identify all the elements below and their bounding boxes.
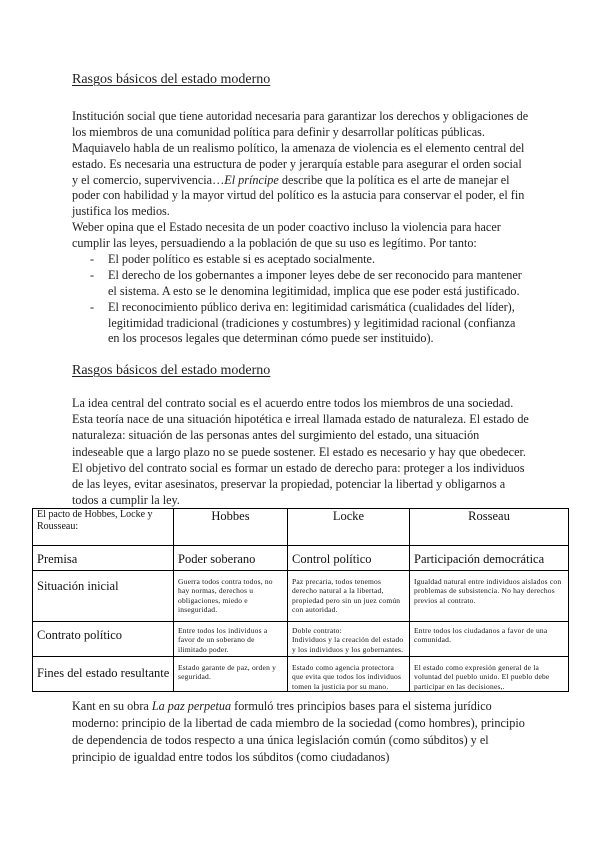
table-cell [174,657,288,692]
list-item [72,300,528,348]
paragraph-line: los miembros de una comunidad política para definir y desarrollar políticas públicas. [72,124,485,139]
paragraph-line: Maquiavelo habla de un realismo político, la amenaza de violencia es el elemento central del [72,140,525,155]
cell-line: y los individuos y los gobernantes. [292,644,404,654]
cell-line: problemas de subsistencia. No hay derechos [414,586,555,596]
book-title-italic: La paz perpetua [151,699,232,713]
table-cell [174,571,288,622]
book-title-italic: El príncipe [224,172,279,187]
caption-line: Rousseau: [37,521,79,532]
section2-body [72,395,529,508]
paragraph-line: La idea central del contrato social es el acuerdo entre todos los miembros de una sociedad. [72,396,514,410]
column-header-locke: Locke [288,509,410,546]
list-item-line: El poder político es estable si es aceptado socialmente. [108,252,376,267]
list-item [72,268,528,300]
cell-line: propiedad pero sin un juez común [292,595,401,605]
paragraph-line: Esta teoría nace de una situación hipotética e irreal llamada estado de naturaleza. El estado de [72,412,529,427]
cell-line: que evita que todos los individuos [292,672,402,682]
paragraph-line: de las leyes, evitar asesinatos, preservar la propiedad, potenciar la libertad y obligarnos a [72,476,506,491]
section-heading: Rasgos básicos del estado moderno [72,363,271,378]
cell-line: Guerra todos contra todos, no [178,577,273,586]
bullet-marker: - [90,299,95,314]
paragraph-line: estado. Es necesaria una estructura de poder y jerarquía estable para asegurar el orden social [72,156,522,171]
table-cell [288,622,410,657]
table-cell: Control político [288,546,410,571]
paragraph-line: Institución social que tiene autoridad necesaria para garantizar los derechos y obligaciones de [72,109,529,123]
caption-line: El pacto de Hobbes, Locke y [37,509,153,520]
row-label: Premisa [33,546,174,571]
line-text: y el comercio, supervivencia… [72,172,225,187]
line-text: describe que la política es el arte de manejar el [278,172,510,187]
cell-line: inseguridad. [178,604,218,614]
cell-line: Estado como agencia protectora [292,663,394,672]
cell-line: Estado garante de paz, orden y [178,663,277,672]
cell-line: Doble contrato: [292,626,342,635]
table-caption-cell [33,509,174,546]
list-item-line: El reconocimiento público deriva en: legitimidad carismática (cualidades del líder), [108,299,515,314]
section3-body [72,698,525,766]
table-cell [174,622,288,657]
cell-line: ilimitado poder. [178,644,229,654]
cell-line: Individuos y la creación del estado [292,635,404,645]
cell-line: comunidad. [414,635,452,645]
column-header-rousseau: Rosseau [410,509,569,546]
list-item-line: en los procesos legales que determinan cómo puede ser instituido). [108,331,434,346]
table-cell: Participación democrática [410,546,569,571]
cell-line: obligaciones, miedo e [178,595,248,605]
cell-line: seguridad. [178,672,212,682]
line-text: formuló tres principios bases para el sistema jurídico [231,699,492,713]
row-label: Contrato político [33,622,174,657]
table-row [33,571,569,622]
paragraph-line: principio de igualdad entre todos los súbditos (como ciudadanos) [72,750,390,764]
line-text: Kant en su obra [72,699,152,713]
cell-line: voluntad del pueblo unido. El pueblo debe [414,672,550,682]
hobbes-locke-rousseau-table [32,508,569,692]
paragraph-line [72,698,525,715]
cell-line: Igualdad natural entre individuos aislados con [414,577,562,586]
table-cell [410,657,569,692]
column-header-hobbes: Hobbes [174,509,288,546]
paragraph-line: de dependencia de todos respecto a una única legislación común (como súbditos) y el [72,733,489,747]
section1-body [72,109,528,347]
table-cell: Poder soberano [174,546,288,571]
cell-line: con autoridad. [292,604,338,614]
table-row [33,657,569,692]
cell-line: derecho natural a la libertad, [292,586,384,596]
paragraph-line [72,173,528,189]
table-row [33,546,569,571]
cell-line: previos al contrato. [414,595,476,605]
list-item-line: El derecho de los gobernantes a imponer leyes debe de ser reconocido para mantener [108,267,522,282]
table-row [33,622,569,657]
paragraph-line: todos a cumplir la ley. [72,493,180,508]
table-cell [410,571,569,622]
cell-line: tomen la justicia por su mano. [292,681,389,691]
list-item-line: legitimidad tradicional (tradiciones y costumbres) y legitimidad racional (confianza [108,315,516,330]
cell-line: Paz precaria, todos tenemos [292,577,382,586]
row-label: Situación inicial [33,571,174,622]
paragraph-line: cumplir las leyes, persuadiendo a la población de que su uso es legítimo. Por tanto: [72,236,477,251]
paragraph-line: El objetivo del contrato social es formar un estado de derecho para: proteger a los individuos [72,460,525,475]
row-label: Fines del estado resultante [33,657,174,692]
paragraph-line: poder con habilidad y la mayor virtud del político es la astucia para conservar el poder, el fin [72,188,525,203]
list-item [72,252,528,268]
section-heading: Rasgos básicos del estado moderno [72,72,271,87]
list-item-line: el sistema. A esto se le denomina legitimidad, implica que ese poder está justificado. [108,283,520,298]
paragraph-line: Weber opina que el Estado necesita de un poder coactivo incluso la violencia para hacer [72,220,501,235]
paragraph-line: justifica los medios. [72,204,170,219]
cell-line: Entre todos los individuos a [178,626,268,635]
table-header-row [33,509,569,546]
table-cell [410,622,569,657]
paragraph-line: indeseable que a largo plazo no se puede sostener. El estado es necesario y hay que obedecer. [72,444,526,459]
cell-line: hay normas, derechos u [178,586,254,596]
table-cell [288,657,410,692]
table-cell [288,571,410,622]
cell-line: favor de un soberano de [178,635,255,645]
bullet-marker: - [90,267,95,282]
cell-line: participar en las decisiones,. [414,681,505,691]
cell-line: El estado como expresión general de la [414,663,540,672]
paragraph-line: naturaleza: situación de las personas antes del surgimiento del estado, una situación [72,428,480,443]
bullet-marker: - [90,252,95,267]
paragraph-line: moderno: principio de la libertad de cada miembro de la sociedad (como hombres), principio [72,716,525,730]
cell-line: Entre todos los ciudadanos a favor de una [414,626,548,635]
